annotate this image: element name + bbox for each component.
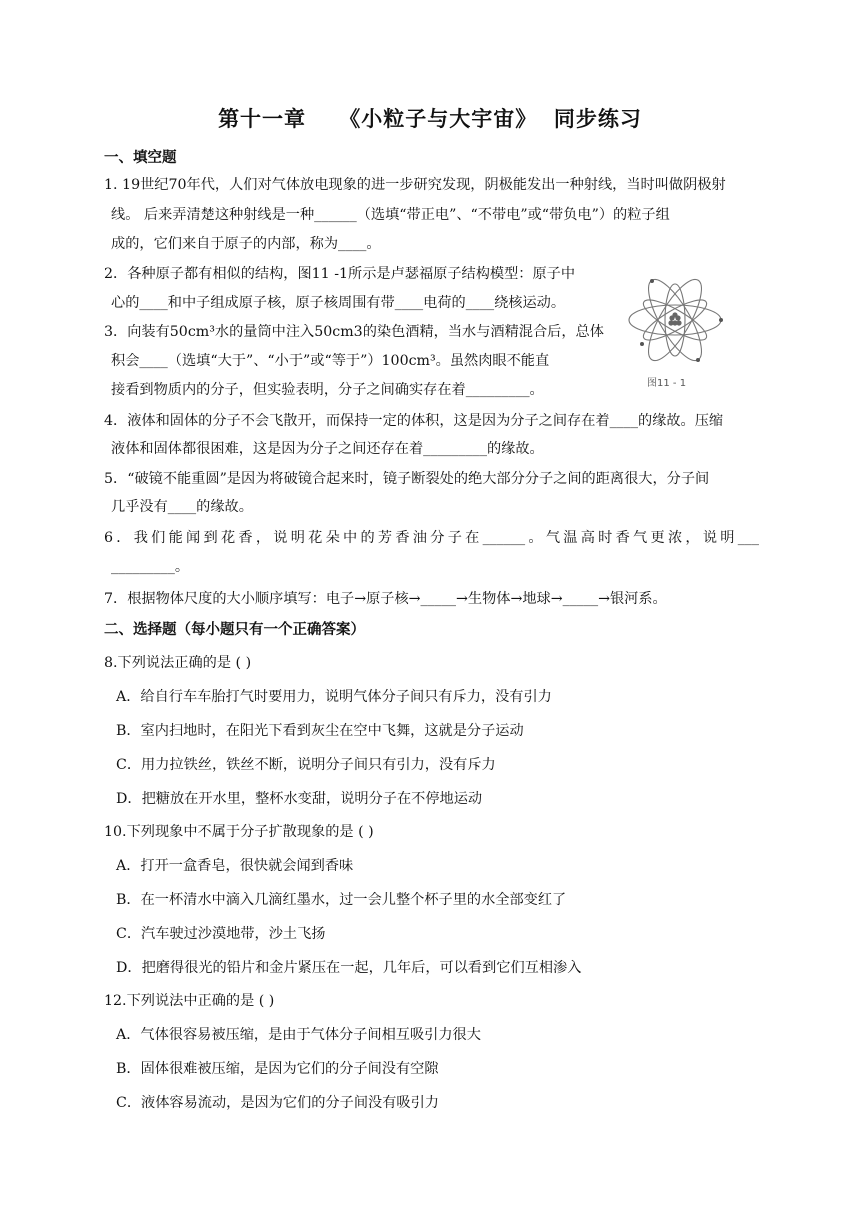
- question-10-option-a: A．打开一盒香皂，很快就会闻到香味: [116, 858, 354, 874]
- question-6-line-1: 6．我们能闻到花香，说明花朵中的芳香油分子在______。气温高时香气更浓，说明___: [104, 530, 759, 546]
- question-6-line-2: _________。: [111, 559, 190, 575]
- question-7: 7．根据物体尺度的大小顺序填写：电子→原子核→_____→生物体→地球→_____→银河系。: [104, 591, 667, 607]
- question-12-option-c: C．液体容易流动，是因为它们的分子间没有吸引力: [116, 1095, 439, 1111]
- figure-caption: 图11 - 1: [647, 378, 687, 389]
- question-8-option-d: D．把糖放在开水里，整杯水变甜，说明分子在不停地运动: [116, 791, 483, 807]
- question-2-line-2: 心的____和中子组成原子核，原子核周围有带____电荷的____绕核运动。: [111, 295, 566, 311]
- question-1-line-3: 成的，它们来自于原子的内部，称为____。: [111, 236, 381, 252]
- question-8-option-a: A．给自行车车胎打气时要用力，说明气体分子间只有斥力，没有引力: [116, 689, 552, 705]
- section-heading-multiple-choice: 二、选择题（每小题只有一个正确答案）: [104, 622, 365, 638]
- question-5-line-2: 几乎没有____的缘故。: [111, 499, 253, 515]
- question-10-option-c: C．汽车驶过沙漠地带，沙土飞扬: [116, 926, 326, 942]
- question-12-option-a: A．气体很容易被压缩，是由于气体分子间相互吸引力很大: [116, 1027, 481, 1043]
- question-12-option-b: B．固体很难被压缩，是因为它们的分子间没有空隙: [116, 1061, 439, 1077]
- question-8-option-c: C．用力拉铁丝，铁丝不断，说明分子间只有引力，没有斥力: [116, 757, 496, 773]
- page-title: 第十一章 《小粒子与大宇宙》 同步练习: [218, 107, 642, 131]
- question-1-line-2: 线。 后来弄清楚这种射线是一种______（选填“带正电”、“不带电”或“带负电”）的粒子组: [111, 207, 670, 223]
- question-5-line-1: 5．“破镜不能重圆”是因为将破镜合起来时，镜子断裂处的绝大部分分子之间的距离很大，分子间: [104, 471, 710, 487]
- question-8-option-b: B．室内扫地时，在阳光下看到灰尘在空中飞舞，这就是分子运动: [116, 723, 524, 739]
- question-3-line-3: 接看到物质内的分子，但实验表明，分子之间确实存在着_________。: [111, 382, 544, 398]
- question-3-line-1: 3．向装有50cm³水的量筒中注入50cm3的染色酒精，当水与酒精混合后，总体: [104, 324, 604, 340]
- question-8-stem: 8.下列说法正确的是 ( ): [104, 655, 252, 671]
- question-4-line-1: 4．液体和固体的分子不会飞散开，而保持一定的体积，这是因为分子之间存在着____的缘故。压缩: [104, 413, 724, 429]
- question-4-line-2: 液体和固体都很困难，这是因为分子之间还存在着_________的缘故。: [111, 441, 544, 457]
- question-10-option-b: B．在一杯清水中滴入几滴红墨水，过一会儿整个杯子里的水全部变红了: [116, 892, 567, 908]
- question-2-line-1: 2．各种原子都有相似的结构，图11 -1所示是卢瑟福原子结构模型：原子中: [104, 266, 576, 282]
- question-1-line-1: 1. 19世纪70年代，人们对气体放电现象的进一步研究发现，阴极能发出一种射线，当时叫做阴极射: [104, 177, 726, 193]
- question-3-line-2: 积会____（选填“大于”、“小于”或“等于”）100cm³。虽然肉眼不能直: [111, 353, 550, 369]
- question-10-option-d: D．把磨得很光的铅片和金片紧压在一起，几年后，可以看到它们互相渗入: [116, 960, 582, 976]
- question-12-stem: 12.下列说法中正确的是 ( ): [104, 993, 275, 1009]
- question-10-stem: 10.下列现象中不属于分子扩散现象的是 ( ): [104, 824, 374, 840]
- section-heading-fill-blank: 一、填空题: [104, 150, 177, 166]
